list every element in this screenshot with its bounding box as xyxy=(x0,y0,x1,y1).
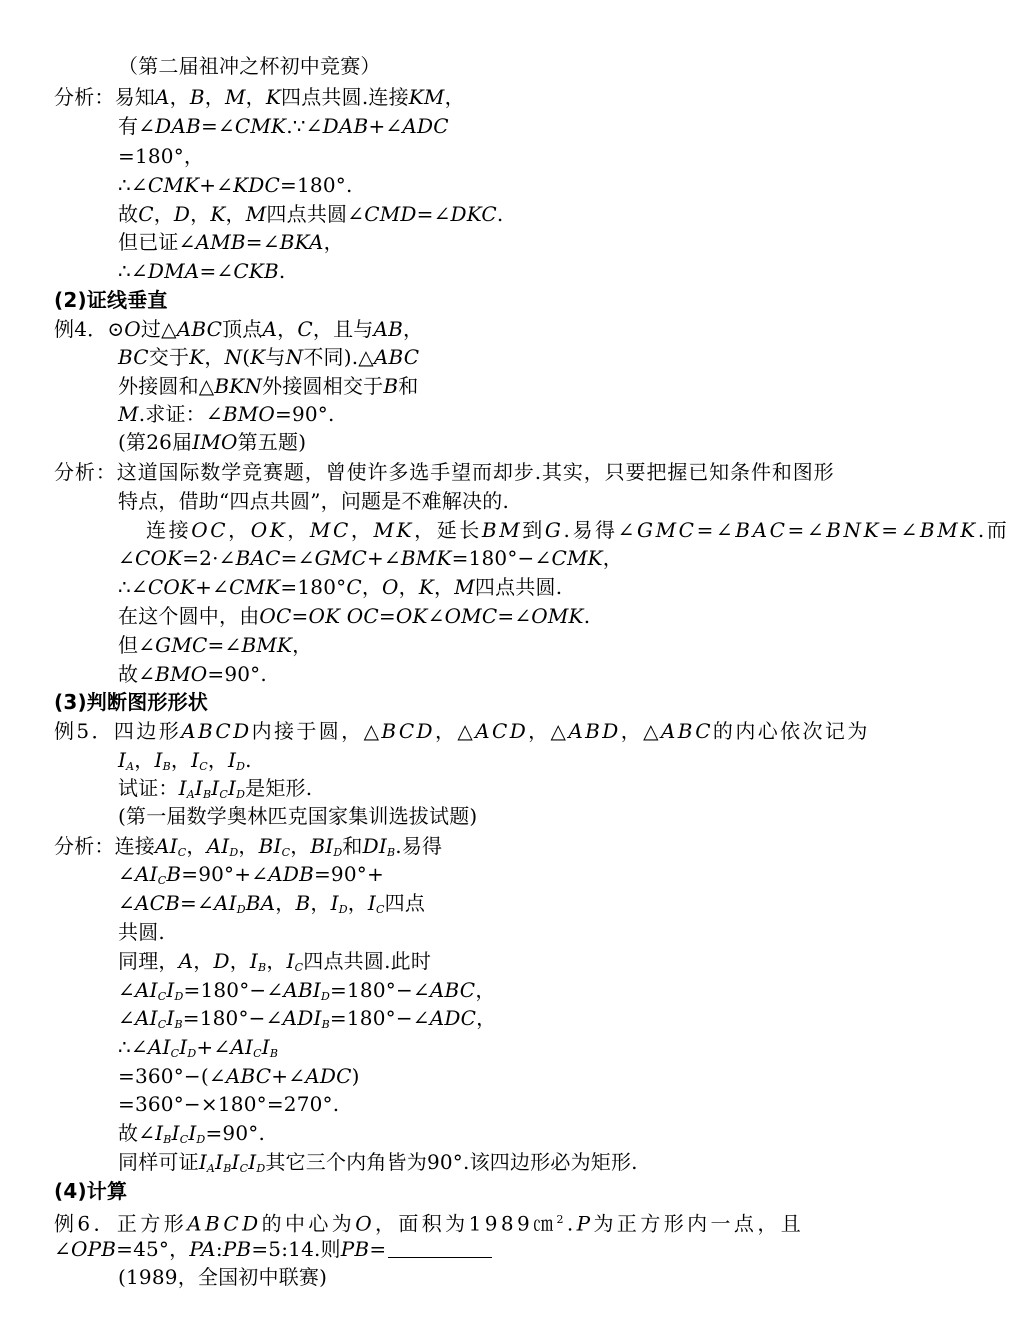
analysis-line: $\angle AI_CB=90^\circ+\angle ADB=90^\circ+$ xyxy=(118,862,384,887)
analysis-line: ∴∠DMA=∠CKB. xyxy=(118,259,286,283)
analysis-line: ∠COK=2·∠BAC=∠GMC+∠BMK=180°−∠CMK， xyxy=(118,546,623,570)
example-line: 试证：$I_AI_BI_CI_D$是矩形. xyxy=(118,776,313,801)
analysis-line: $\therefore\angle AI_CI_D+\angle AI_CI_B$ xyxy=(118,1035,279,1060)
analysis-line: =360°−(∠ABC+∠ADC) xyxy=(118,1064,360,1088)
analysis-line: 同样可证$I_AI_BI_CI_D$其它三个内角皆为90°.该四边形必为矩形. xyxy=(118,1150,638,1175)
example-line: M.求证：∠BMO=90°. xyxy=(118,402,335,426)
example-line: $I_A$，$I_B$，$I_C$，$I_D$. xyxy=(118,748,252,773)
analysis-line: ∴∠COK+∠CMK=180°C，O，K，M四点共圆. xyxy=(118,575,563,599)
analysis-line: =360°−×180°=270°. xyxy=(118,1092,340,1116)
analysis-line: 分析：连接$AI_C$，$AI_D$，$BI_C$，$BI_D$和$DI_B$.易得 xyxy=(54,834,443,859)
example-line: 外接圆和△BKN外接圆相交于B和 xyxy=(118,374,419,398)
answer-blank[interactable] xyxy=(388,1239,492,1258)
analysis-line: 同理，A，D，$I_B$，$I_C$四点共圆.此时 xyxy=(118,949,432,974)
analysis-line: 故$\angle I_BI_CI_D=90^\circ$. xyxy=(118,1121,266,1146)
analysis-line: $\angle AI_CI_D=180^\circ-\angle ABI_D=180^\circ-\angle ABC$， xyxy=(118,978,496,1003)
analysis-line: =180°， xyxy=(118,144,205,168)
analysis-line: 故∠BMO=90°. xyxy=(118,662,267,686)
analysis-line: $\angle ACB=\angle AI_DBA$，B，$I_D$，$I_C$四点 xyxy=(118,891,426,916)
analysis-line: 但已证∠AMB=∠BKA， xyxy=(118,230,344,254)
analysis-line: 共圆. xyxy=(118,920,165,944)
example-line: 例4．⊙O过△ABC顶点A，C，且与AB， xyxy=(54,317,424,341)
example-line: BC交于K，N(K与N不同).△ABC xyxy=(118,345,420,369)
source-note: （第二届祖冲之杯初中竞赛） xyxy=(118,54,381,78)
source-note: (第26届IMO第五题) xyxy=(118,430,307,454)
section-heading: (2)证线垂直 xyxy=(54,288,168,312)
analysis-line: 连接OC，OK，MC，MK，延长BM到G.易得∠GMC=∠BAC=∠BNK=∠BMK.而 xyxy=(146,518,1009,542)
example-line: 例6．正方形ABCD的中心为O，面积为1989㎝$^2$.P为正方形内一点，且 xyxy=(54,1211,805,1236)
analysis-line: 故C，D，K，M四点共圆∠CMD=∠DKC. xyxy=(118,202,504,226)
example-line: 例5．四边形ABCD内接于圆，△BCD，△ACD，△ABD，△ABC的内心依次记为 xyxy=(54,719,870,743)
analysis-line: 特点，借助“四点共圆”，问题是不难解决的. xyxy=(118,489,510,513)
section-heading: (3)判断图形形状 xyxy=(54,690,208,714)
section-heading: (4)计算 xyxy=(54,1179,128,1203)
analysis-line: 在这个圆中，由OC=OK OC=OK∠OMC=∠OMK. xyxy=(118,604,591,628)
analysis-line: 有∠DAB=∠CMK.∵∠DAB+∠ADC xyxy=(118,114,449,138)
analysis-line: 但∠GMC=∠BMK， xyxy=(118,633,313,657)
analysis-line: 分析：易知A，B，M，K四点共圆.连接KM， xyxy=(54,85,465,109)
analysis-line: ∴∠CMK+∠KDC=180°. xyxy=(118,173,353,197)
example-line: ∠OPB=45°，PA:PB=5:14.则PB= xyxy=(54,1235,492,1263)
analysis-line: 分析：这道国际数学竞赛题，曾使许多选手望而却步.其实，只要把握已知条件和图形 xyxy=(54,460,835,484)
source-note: (1989，全国初中联赛) xyxy=(118,1265,328,1289)
analysis-line: $\angle AI_CI_B=180^\circ-\angle ADI_B=180^\circ-\angle ADC$， xyxy=(118,1006,497,1031)
source-note: (第一届数学奥林匹克国家集训选拔试题) xyxy=(118,804,478,828)
